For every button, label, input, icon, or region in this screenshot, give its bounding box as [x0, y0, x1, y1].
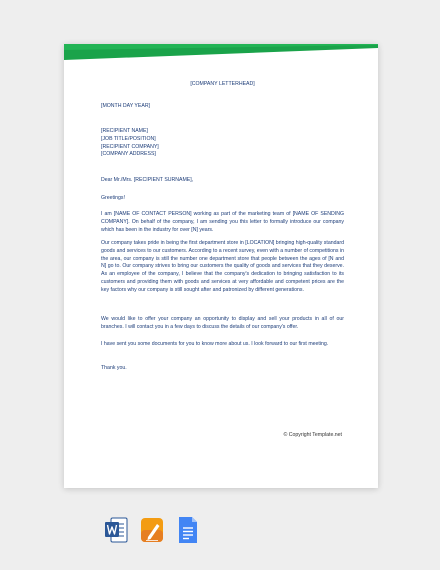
recipient-block [101, 128, 344, 159]
closing: Thank you. [101, 365, 127, 371]
recipient-name: [RECIPIENT NAME] [101, 128, 148, 134]
salutation: Dear Mr./Mrs. [RECIPIENT SURNAME], [101, 177, 194, 183]
letter-page [64, 44, 378, 488]
letterhead: [COMPANY LETTERHEAD] [190, 81, 255, 87]
greeting: Greetings! [101, 195, 125, 201]
pages-icon[interactable] [140, 515, 164, 545]
date-line: [MONTH DAY YEAR] [101, 103, 151, 109]
recipient-title: [JOB TITLE/POSITION] [101, 135, 156, 142]
paragraph-company: Our company takes pride in being the first department store in [LOCATION] bringing high-quality standard goods and services to our customers. According to a recent survey, even with a number of competitions in the area, our company is still the number one department store that people between the ages of [N and N] go to. Our company strives to bring our customers the quality of goods and services that they deserve. As an employee of the company, I believe that the company's dedication to bringing satisfaction to its customers and providing them with goods and services at very affordable and competent prices are the key factors why our company is still sought after and patronized by different generations. [101, 240, 344, 293]
recipient-company: [RECIPIENT COMPANY] [101, 143, 159, 150]
paragraph-documents: I have sent you some documents for you to know more about us. I look forward to our first meeting. [101, 341, 329, 347]
word-icon[interactable] [104, 515, 128, 545]
copyright-footer: © Copyright Template.net [283, 432, 342, 438]
google-docs-icon[interactable] [176, 515, 200, 545]
paragraph-offer: We would like to offer your company an opportunity to display and sell your products in all of our branches. I will contact you in a few days to discuss the details of our company's offer. [101, 316, 344, 330]
paragraph-intro: I am [NAME OF CONTACT PERSON] working as part of the marketing team of [NAME OF SENDING COMPANY]. On behalf of the company, I am sending you this letter to formally introduce our company which has been in the industry for over [N] years. [101, 211, 344, 233]
recipient-address: [COMPANY ADDRESS] [101, 151, 156, 158]
green-header-band [64, 44, 378, 60]
